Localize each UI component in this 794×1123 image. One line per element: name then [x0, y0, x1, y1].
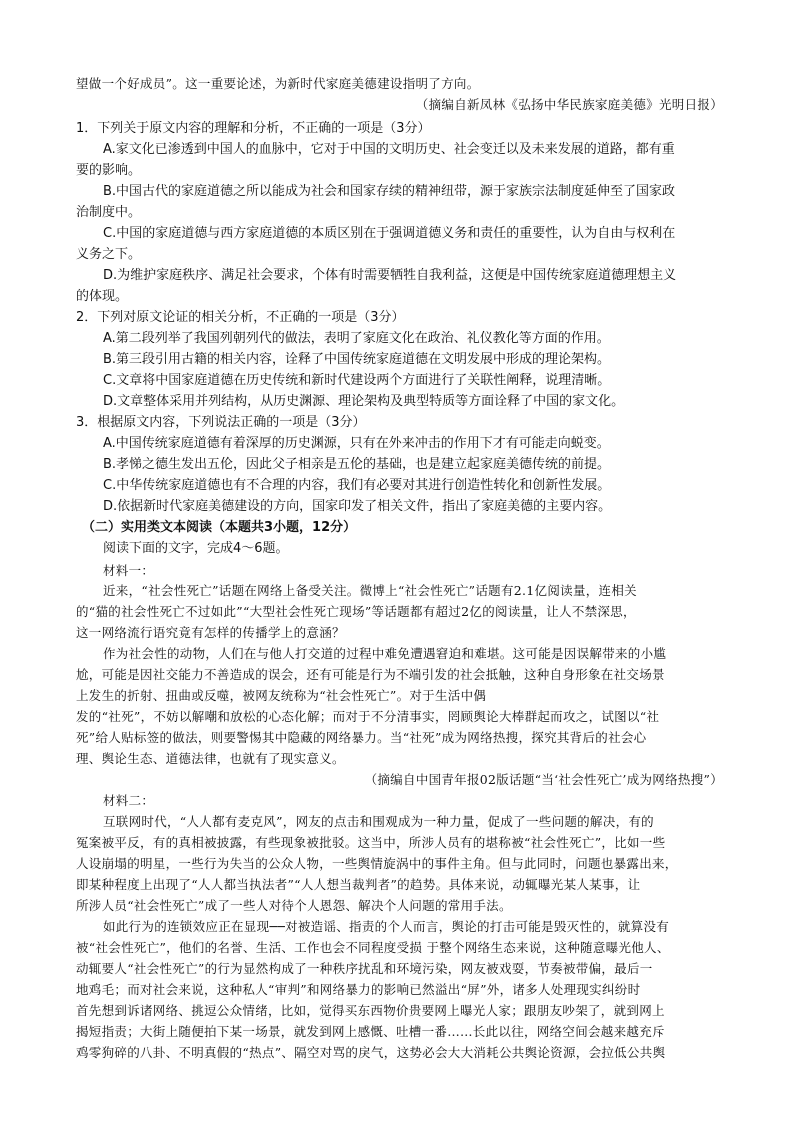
text-line: 所涉人员“社会性死亡”成了一些人对待个人恩怨、解决个人问题的常用手法。	[76, 898, 512, 913]
source-citation: （摘编自新凤林《弘扬中华民族家庭美德》光明日报）	[415, 97, 723, 112]
text-line: 这一网络流行语究竟有怎样的传播学上的意涵？	[76, 625, 345, 640]
section-heading: （二）实用类文本阅读（本题共3小题，12分）	[82, 520, 357, 535]
text-line: 冤案被平反，有的真相被披露，有些现象被批驳。这当中，所涉人员有的堪称被“社会性死亡”，比如一些	[76, 835, 666, 850]
text-line: 揭短指责；大街上随便拍下某一场景，就发到网上感慨、吐槽一番……长此以往，网络空间会越来越充斥	[76, 1024, 665, 1039]
option-2a: A.第二段列举了我国列朝列代的做法，表明了家庭文化在政治、礼仪教化等方面的作用。	[103, 331, 610, 346]
text-line: 首先想到诉诸网络、挑逗公众情绪，比如，觉得买东西物价贵要网上曝光人家；跟朋友吵架了，就到网上	[76, 1003, 665, 1018]
option-3c: C.中华传统家庭道德也有不合理的内容，我们有必要对其进行创造性转化和创新性发展。	[103, 478, 611, 493]
option-1b: B.中国古代的家庭道德之所以能成为社会和国家存续的精神纽带，源于家族宗法制度延伸至了国家政	[103, 184, 676, 199]
text-line: 即某种程度上出现了“人人都当执法者”“人人想当裁判者”的趋势。具体来说，动辄曝光某人某事，让	[76, 877, 641, 892]
option-1a: A.家文化已渗透到中国人的血脉中，它对于中国的文明历史、社会变迁以及未来发展的道路，都有重	[103, 142, 675, 157]
text-line: 近来，“社会性死亡”话题在网络上备受关注。微博上“社会性死亡”话题有2.1亿阅读量，连相关	[103, 583, 637, 598]
option-1b-cont: 治制度中。	[76, 205, 142, 220]
text-line: 动辄要人“社会性死亡”的行为显然构成了一种秩序扰乱和环境污染，网友被戏耍，节奏被带偏，最后一	[76, 961, 653, 976]
text-line: 理、舆论生态、道德法律，也就有了现实意义。	[76, 751, 345, 766]
option-2d: D.文章整体采用并列结构，从历史渊源、理论架构及典型特质等方面诠释了中国的家文化。	[103, 394, 625, 409]
text-line: 上发生的折射、扭曲或反噬，被网友统称为“社会性死亡”。对于生活中偶	[76, 688, 487, 703]
text-line: 地鸡毛；而对社会来说，这种私人“审判”和网络暴力的影响已然溢出“屏”外，诸多人处理现实纠纷时	[76, 982, 641, 997]
text-line: 发的“社死”，不妨以解嘲和放松的心态化解；而对于不分清事实，罔顾舆论大棒群起而攻之，试图以“社	[76, 709, 660, 724]
option-1a-cont: 要的影响。	[76, 163, 142, 178]
option-1c: C.中国的家庭道德与西方家庭道德的本质区别在于强调道德义务和责任的重要性，认为自由与权利在	[103, 226, 676, 241]
text-line: 尬，可能是因社交能力不善造成的误会，还有可能是行为不端引发的社会抵触，这种自身形象在社交场景	[76, 667, 665, 682]
option-3d: D.依据新时代家庭美德建设的方向，国家印发了相关文件，指出了家庭美德的主要内容。	[103, 499, 612, 514]
option-1c-cont: 义务之下。	[76, 247, 142, 262]
question-3-stem: 3．根据原文内容，下列说法正确的一项是（3分）	[76, 415, 366, 430]
text-line: 如此行为的连锁效应正在显现──对被造谣、指责的个人而言，舆论的打击可能是毁灭性的，就算没有	[103, 919, 670, 934]
text-line: 作为社会性的动物，人们在与他人打交道的过程中难免遭遇窘迫和难堪。这可能是因误解带来的小尴	[103, 646, 667, 661]
text-line: 人设崩塌的明星，一些行为失当的公众人物，一些舆情旋涡中的事件主角。但与此同时，问题也暴露出来，	[76, 856, 678, 871]
question-1-stem: 1．下列关于原文内容的理解和分析，不正确的一项是（3分）	[76, 121, 431, 136]
text-line: 望做一个好成员”。这一重要论述，为新时代家庭美德建设指明了方向。	[76, 76, 480, 91]
question-2-stem: 2．下列对原文论证的相关分析，不正确的一项是（3分）	[76, 310, 405, 325]
option-1d: D.为维护家庭秩序、满足社会要求，个体有时需要牺牲自我利益，这便是中国传统家庭道德理想主义	[103, 268, 677, 283]
text-line: 互联网时代，“人人都有麦克风”，网友的点击和围观成为一种力量，促成了一些问题的解决，有的	[103, 814, 654, 829]
source-citation: （摘编自中国青年报02版话题“当‘社会性死亡’成为网络热搜”）	[364, 772, 723, 787]
text-line: 被“社会性死亡”，他们的名誉、生活、工作也会不同程度受损 于整个网络生态来说，这种随意曝光他人、	[76, 940, 670, 955]
material-1-label: 材料一：	[103, 563, 155, 578]
option-3a: A.中国传统家庭道德有着深厚的历史渊源，只有在外来冲击的作用下才有可能走向蜕变。	[103, 436, 610, 451]
option-3b: B.孝悌之德生发出五伦，因此父子相亲是五伦的基础，也是建立起家庭美德传统的前提。	[103, 457, 611, 472]
option-2c: C.文章将中国家庭道德在历史传统和新时代建设两个方面进行了关联性阐释，说理清晰。	[103, 373, 611, 388]
text-line: 鸡零狗碎的八卦、不明真假的“热点”、隔空对骂的戾气，这势必会大大消耗公共舆论资源，会拉低公共舆	[76, 1045, 666, 1060]
text-line: 死”给人贴标签的做法，则要警惕其中隐藏的网络暴力。当“社死”成为网络热搜，探究其背后的社会心	[76, 730, 647, 745]
option-1d-cont: 的体现。	[76, 289, 129, 304]
text-line: 的“猫的社会性死亡不过如此”“大型社会性死亡现场”等话题都有超过2亿的阅读量，让人不禁深思，	[76, 604, 636, 619]
option-2b: B.第三段引用古籍的相关内容，诠释了中国传统家庭道德在文明发展中形成的理论架构。	[103, 352, 611, 367]
material-2-label: 材料二：	[103, 793, 155, 808]
instruction: 阅读下面的文字，完成4～6题。	[103, 541, 289, 556]
